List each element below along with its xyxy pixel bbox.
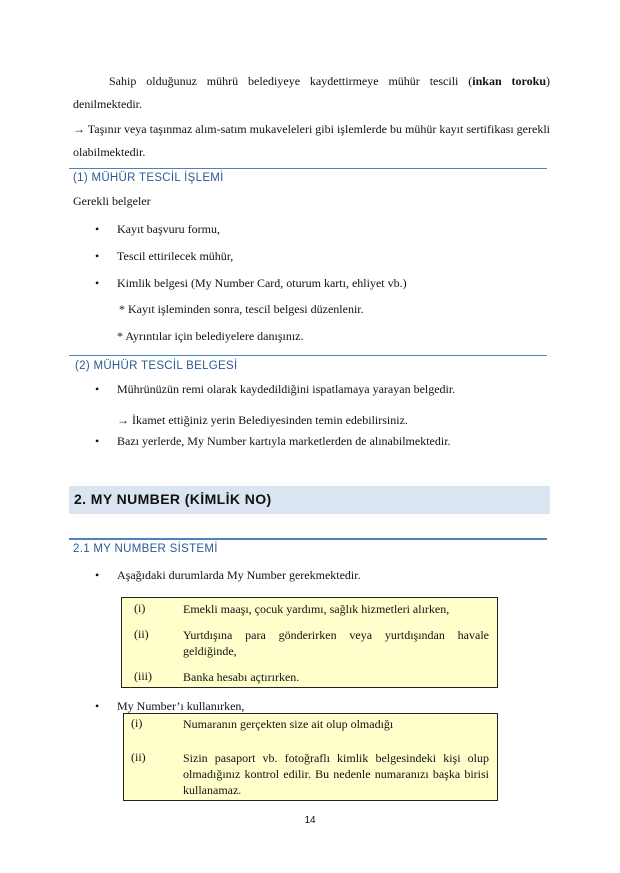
case-number: (i) — [134, 601, 146, 615]
note-text: * Kayıt işleminden sonra, tescil belgesi düzenlenir. — [119, 302, 364, 316]
list-item-text: Aşağıdaki durumlarda My Number gerekmektedir. — [117, 568, 361, 582]
section2-rule — [69, 355, 547, 356]
intro-paragraph-1 — [73, 70, 550, 116]
bullet-glyph: • — [95, 568, 100, 582]
list-item-text: Tescil ettirilecek mühür, — [117, 249, 234, 263]
check-number: (i) — [131, 716, 143, 730]
case-number: (iii) — [134, 669, 152, 683]
list-item-text: Kayıt başvuru formu, — [117, 222, 220, 236]
bullet-glyph: • — [95, 434, 100, 448]
check-number: (ii) — [131, 750, 146, 764]
section1-subheading: Gerekli belgeler — [73, 194, 151, 208]
case-text: Banka hesabı açtırırken. — [183, 670, 300, 684]
bullet-glyph: • — [95, 249, 100, 263]
list-item-text: Mührünüzün remi olarak kaydedildiğini ispatlamaya yarayan belgedir. — [117, 382, 456, 396]
case-text: Yurtdışına para gönderirken veya yurtdışından havale geldiğinde, — [183, 628, 489, 658]
section1-heading: (1) MÜHÜR TESCİL İŞLEMİ — [73, 172, 224, 184]
chapter-heading: 2. MY NUMBER (KİMLİK NO) — [74, 491, 272, 507]
check-text: Sizin pasaport vb. fotoğraflı kimlik belgesindeki kişi olup olmadığınız kontrol edilir. Bu nedenle numaranızı başka birisi kullanamaz. — [183, 751, 489, 797]
case-number: (ii) — [134, 627, 149, 641]
intro-paragraph-2: → Taşınır veya taşınmaz alım-satım mukaveleleri gibi işlemlerde bu mühür kayıt sertifikası gerekli olabilmektedir. — [73, 122, 550, 159]
case-text: Emekli maaşı, çocuk yardımı, sağlık hizmetleri alırken, — [183, 602, 450, 616]
required-cases-box — [121, 597, 498, 688]
usage-checks-box — [123, 713, 498, 801]
note-text: * Ayrıntılar için belediyelere danışınız. — [117, 329, 304, 343]
section21-rule — [69, 538, 547, 540]
section2-heading: (2) MÜHÜR TESCİL BELGESİ — [75, 360, 238, 372]
bullet-glyph: • — [95, 699, 100, 713]
intro-bold-term: inkan toroku — [472, 74, 546, 88]
section1-rule — [69, 168, 547, 169]
list-item-text: Kimlik belgesi (My Number Card, oturum kartı, ehliyet vb.) — [117, 276, 407, 290]
list-item-text: My Number’ı kullanırken, — [117, 699, 245, 713]
intro-text-end: ) denilmektedir. — [73, 74, 550, 111]
arrow-note: → İkamet ettiğiniz yerin Belediyesinden temin edebilirsiniz. — [117, 413, 408, 427]
page-number: 14 — [304, 815, 316, 826]
list-item-text: Bazı yerlerde, My Number kartıyla marketlerden de alınabilmektedir. — [117, 434, 451, 448]
bullet-glyph: • — [95, 276, 100, 290]
check-text: Numaranın gerçekten size ait olup olmadığı — [183, 717, 394, 731]
intro-text-start: Sahip olduğunuz mührü belediyeye kaydettirmeye mühür tescili ( — [109, 74, 473, 88]
section21-heading: 2.1 MY NUMBER SİSTEMİ — [73, 543, 218, 555]
bullet-glyph: • — [95, 382, 100, 396]
bullet-glyph: • — [95, 222, 100, 236]
